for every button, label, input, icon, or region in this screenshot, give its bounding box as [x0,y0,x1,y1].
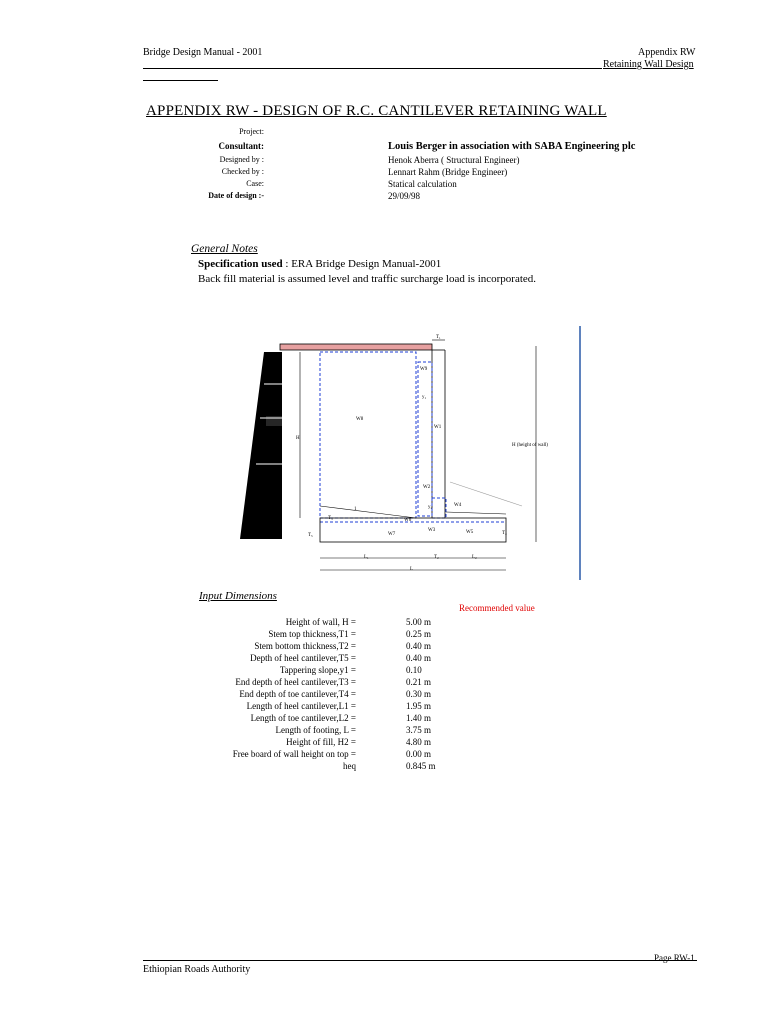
dim-label: Height of fill, H2 = [286,737,356,747]
dim-label: Length of heel cantilever,L1 = [246,701,356,711]
dim-row [180,641,470,653]
header-rule-short [143,80,218,81]
spec-value: : ERA Bridge Design Manual-2001 [282,258,442,270]
dim-label: heq [343,761,356,771]
w3-region [432,498,446,518]
header-right-bottom: Retaining Wall Design [603,59,694,70]
w7-label: W7 [388,532,396,537]
dim-row [180,653,470,665]
dim-label: Free board of wall height on top = [232,749,356,759]
dim-label: End depth of heel cantilever,T3 = [235,677,356,687]
dim-row [180,761,470,773]
meta-label: Consultant: [218,141,264,151]
dim-value: 0.845 m [406,761,436,771]
specification-line [198,258,441,270]
general-notes-title: General Notes [191,243,258,255]
dim-value: 0.00 m [406,749,432,759]
meta-value: 29/09/98 [388,191,421,201]
meta-value: Henok Aberra ( Structural Engineer) [388,155,520,165]
dim-value: 1.40 m [406,713,432,723]
dim-row [180,725,470,737]
dim-label: Length of footing, L = [275,725,356,735]
header-rule [143,68,602,69]
dim-value: 0.40 m [406,641,432,651]
t3-label: T₃ [328,516,333,521]
t4-label: T₄ [502,531,507,536]
dim-row [180,629,470,641]
w5-label: W5 [466,530,474,535]
spec-label: Specification used [198,258,283,270]
meta-label: Designed by : [219,155,264,164]
dim-label: Height of wall, H = [285,617,356,627]
w9-label: W9 [420,367,428,372]
meta-designed-by [150,155,570,167]
pressure-triangle [240,352,282,539]
l-label: L [410,567,414,572]
t1-label: T₁ [436,335,441,340]
y2-label: y₂ [428,505,433,510]
surcharge-slab [280,344,432,350]
dim-row [180,689,470,701]
w9-region [418,362,432,516]
meta-consultant [150,141,636,153]
meta-label: Project: [239,127,264,136]
meta-value: Louis Berger in association with SABA Engineering plc [388,141,636,152]
dim-row [180,749,470,761]
header-left: Bridge Design Manual - 2001 [143,47,263,58]
l2-label: L₂ [472,555,477,560]
triangle-mark [266,416,290,426]
dim-value: 0.10 [406,665,422,675]
retaining-wall-diagram [236,322,596,582]
dim-label: Length of toe cantilever,L2 = [250,713,356,723]
dim-value: 3.75 m [406,725,432,735]
w6-label: W6 [404,518,412,523]
meta-date [150,191,570,203]
page-title: APPENDIX RW - DESIGN OF R.C. CANTILEVER RETAINING WALL [146,103,607,119]
input-dimensions-title: Input Dimensions [199,590,277,602]
w1-label: W1 [434,425,442,430]
dim-label: Depth of heel cantilever,T5 = [250,653,356,663]
y1-label: y₁ [422,395,427,400]
w2-label: W2 [423,485,431,490]
footer-left: Ethiopian Roads Authority [143,964,251,975]
w3-label: W3 [428,528,436,533]
dim-row [180,713,470,725]
recommended-value-label: Recommended value [459,603,535,613]
toe-slope [446,512,506,514]
dim-row [180,677,470,689]
w8-label: W8 [356,417,364,422]
dim-row [180,617,470,629]
dim-label: Stem top thickness,T1 = [268,629,356,639]
meta-label: Case: [246,179,264,188]
slope-one-label: 1 [354,507,357,512]
backfill-note: Back fill material is assumed level and traffic surcharge load is incorporated. [198,273,537,285]
dim-value: 5.00 m [406,617,432,627]
dim-value: 0.30 m [406,689,432,699]
dim-value: 0.25 m [406,629,432,639]
dim-value: 0.40 m [406,653,432,663]
dim-value: 0.21 m [406,677,432,687]
dim-label: End depth of toe cantilever,T4 = [239,689,356,699]
dim-row [180,701,470,713]
dim-value: 1.95 m [406,701,432,711]
l1-label: L₁ [364,555,369,560]
t5-label: T₅ [308,533,313,538]
footer-rule [143,960,697,961]
header-right-top: Appendix RW [638,47,696,58]
t2-label: T₂ [434,555,439,560]
meta-checked-by [150,167,570,179]
meta-case [150,179,570,191]
meta-label: Checked by : [221,167,264,176]
w8-region [320,352,416,518]
heel-slope [320,506,416,518]
meta-value: Lennart Rahm (Bridge Engineer) [388,167,508,177]
dim-label: Tappering slope,y1 = [279,665,356,675]
dim-row [180,737,470,749]
h-label: H [296,436,300,441]
page-number: Page RW-1 [654,953,695,963]
h-wall-label: H (height of wall) [512,443,548,448]
dim-row [180,665,470,677]
meta-project [150,127,570,139]
meta-label: Date of design :- [208,191,264,200]
dim-label: Stem bottom thickness,T2 = [254,641,356,651]
w4-label: W4 [454,503,462,508]
dim-value: 4.80 m [406,737,432,747]
meta-value: Statical calculation [388,179,457,189]
